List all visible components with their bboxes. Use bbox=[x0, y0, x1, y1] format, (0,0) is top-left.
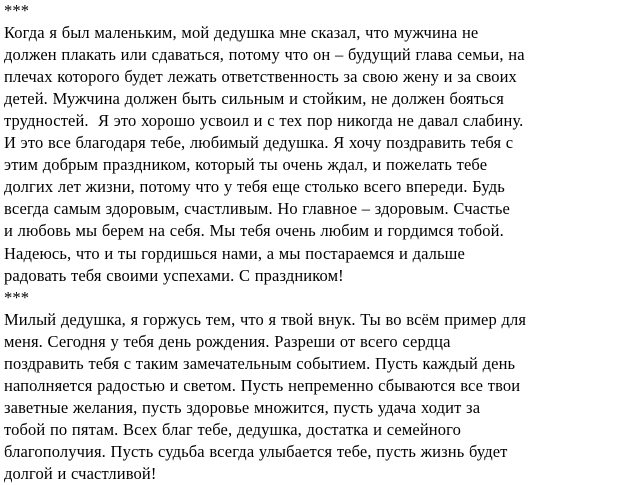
text-line: долгой и счастливой! bbox=[4, 463, 157, 483]
text-line: этим добрым праздником, который ты очень ждал, и пожелать тебе bbox=[4, 155, 488, 175]
greeting-2 bbox=[4, 309, 613, 485]
separator-1: *** bbox=[4, 1, 30, 20]
text-line: благополучия. Пусть судьба всегда улыбается тебе, пусть жизнь будет bbox=[4, 441, 508, 461]
text-line: заветные желания, пусть здоровье множится, пусть удача ходит за bbox=[4, 397, 481, 417]
separator-2: *** bbox=[4, 287, 30, 307]
text-line: Когда я был маленьким, мой дедушка мне сказал, что мужчина не bbox=[4, 23, 479, 43]
text-line: детей. Мужчина должен быть сильным и стойким, не должен бояться bbox=[4, 89, 504, 109]
text-line: всегда самым здоровым, счастливым. Но главное – здоровым. Счастье bbox=[4, 199, 510, 219]
text-line: Надеюсь, что и ты гордишься нами, а мы постараемся и дальше bbox=[4, 243, 465, 263]
text-line: меня. Сегодня у тебя день рождения. Разреши от всего сердца bbox=[4, 331, 451, 351]
text-line: и любовь мы берем на себя. Мы тебя очень любим и гордимся тобой. bbox=[4, 221, 504, 241]
text-line: долгих лет жизни, потому что у тебя еще столько всего впереди. Будь bbox=[4, 177, 505, 197]
greeting-1 bbox=[4, 22, 613, 287]
text-line: Милый дедушка, я горжусь тем, что я твой внук. Ты во всём пример для bbox=[4, 309, 527, 329]
text-line: радовать тебя своими успехами. С праздником! bbox=[4, 265, 344, 285]
text-line: плечах которого будет лежать ответственность за свою жену и за своих bbox=[4, 67, 517, 87]
text-line: должен плакать или сдаваться, потому что он – будущий глава семьи, на bbox=[4, 45, 525, 65]
text-line: трудностей. Я это хорошо усвоил и с тех пор никогда не давал слабину. bbox=[4, 111, 524, 131]
text-line: тобой по пятам. Всех благ тебе, дедушка, достатка и семейного bbox=[4, 419, 461, 439]
text-line: поздравить тебя с таким замечательным событием. Пусть каждый день bbox=[4, 353, 516, 373]
text-line: наполняется радостью и светом. Пусть непременно сбываются все твои bbox=[4, 375, 521, 395]
text-line: И это все благодаря тебе, любимый дедушка. Я хочу поздравить тебя с bbox=[4, 133, 514, 153]
